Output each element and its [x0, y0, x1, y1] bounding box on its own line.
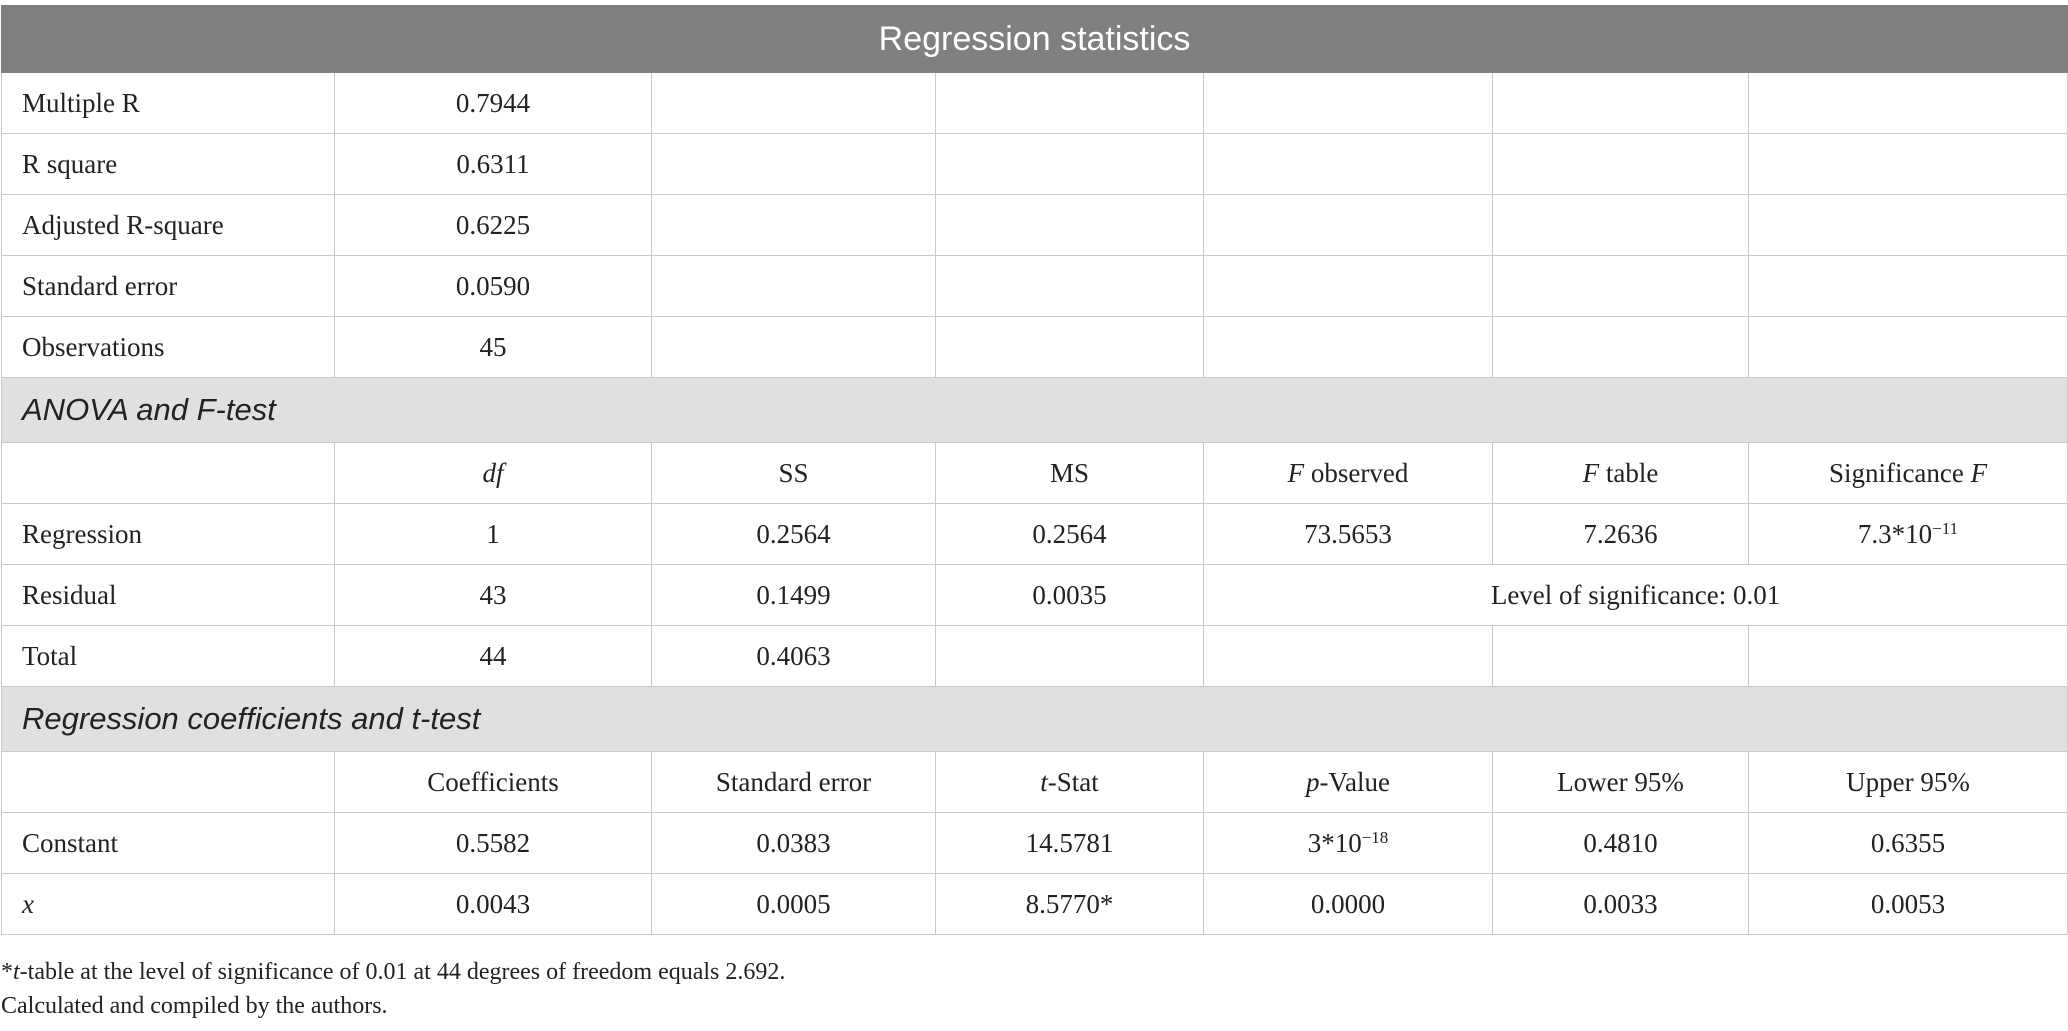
cell-df: 43 — [335, 565, 652, 626]
cell-df: 1 — [335, 504, 652, 565]
header-ms: MS — [936, 443, 1204, 504]
header-p-value: p-Value — [1204, 752, 1493, 813]
anova-row-total — [2, 626, 2068, 687]
header-f-observed: F observed — [1204, 443, 1493, 504]
cell-upper-95: 0.0053 — [1749, 874, 2068, 935]
stat-value: 0.0590 — [335, 256, 652, 317]
cell-t-stat: 8.5770* — [936, 874, 1204, 935]
stats-row-multiple-r — [2, 73, 2068, 134]
cell-ms: 0.0035 — [936, 565, 1204, 626]
cell-ss: 0.2564 — [652, 504, 936, 565]
header-upper-95: Upper 95% — [1749, 752, 2068, 813]
cell-coefficient: 0.5582 — [335, 813, 652, 874]
stats-row-observations — [2, 317, 2068, 378]
anova-section-row — [2, 378, 2068, 443]
table-title-row — [2, 6, 2068, 73]
stat-label: Adjusted R-square — [2, 195, 335, 256]
stat-value: 0.6311 — [335, 134, 652, 195]
cell-f-table: 7.2636 — [1493, 504, 1749, 565]
cell-ss: 0.1499 — [652, 565, 936, 626]
header-coefficients: Coefficients — [335, 752, 652, 813]
coefficients-row-x — [2, 874, 2068, 935]
stat-label: Standard error — [2, 256, 335, 317]
row-label: Total — [2, 626, 335, 687]
anova-row-regression — [2, 504, 2068, 565]
anova-section-title: ANOVA and F-test — [2, 378, 2068, 443]
header-ss: SS — [652, 443, 936, 504]
coefficients-section-title: Regression coefficients and t-test — [2, 687, 2068, 752]
row-label: Residual — [2, 565, 335, 626]
cell-t-stat: 14.5781 — [936, 813, 1204, 874]
coefficients-section-row — [2, 687, 2068, 752]
row-label: Regression — [2, 504, 335, 565]
cell-standard-error: 0.0383 — [652, 813, 936, 874]
stat-value: 45 — [335, 317, 652, 378]
significance-level-note: Level of significance: 0.01 — [1204, 565, 2068, 626]
stats-row-r-square — [2, 134, 2068, 195]
cell-ss: 0.4063 — [652, 626, 936, 687]
coefficients-header-row — [2, 752, 2068, 813]
header-significance-f: Significance F — [1749, 443, 2068, 504]
stat-label: R square — [2, 134, 335, 195]
header-df: df — [335, 443, 652, 504]
stat-value: 0.6225 — [335, 195, 652, 256]
cell-coefficient: 0.0043 — [335, 874, 652, 935]
coefficients-row-constant — [2, 813, 2068, 874]
cell-standard-error: 0.0005 — [652, 874, 936, 935]
cell-p-value: $3*10^{-18}$ — [1204, 813, 1493, 874]
cell-lower-95: 0.0033 — [1493, 874, 1749, 935]
stats-row-adjusted-r-square — [2, 195, 2068, 256]
row-label: Constant — [2, 813, 335, 874]
footnote-t-table: *t-table at the level of significance of 0.01 at 44 degrees of freedom equals 2.692. — [1, 959, 786, 985]
cell-upper-95: 0.6355 — [1749, 813, 2068, 874]
footnote-source: Calculated and compiled by the authors. — [1, 993, 388, 1019]
cell-df: 44 — [335, 626, 652, 687]
cell-significance-f: $7.3*10^{-11}$ — [1749, 504, 2068, 565]
header-lower-95: Lower 95% — [1493, 752, 1749, 813]
table-footnotes — [1, 955, 785, 1023]
stat-value: 0.7944 — [335, 73, 652, 134]
header-standard-error: Standard error — [652, 752, 936, 813]
stat-label: Multiple R — [2, 73, 335, 134]
header-f-table: F table — [1493, 443, 1749, 504]
anova-header-row — [2, 443, 2068, 504]
cell-p-value: 0.0000 — [1204, 874, 1493, 935]
cell-ms: 0.2564 — [936, 504, 1204, 565]
table-title: Regression statistics — [2, 6, 2068, 73]
header-t-stat: t-Stat — [936, 752, 1204, 813]
stats-row-standard-error — [2, 256, 2068, 317]
cell-f-observed: 73.5653 — [1204, 504, 1493, 565]
stat-label: Observations — [2, 317, 335, 378]
cell-lower-95: 0.4810 — [1493, 813, 1749, 874]
anova-row-residual — [2, 565, 2068, 626]
row-label: x — [2, 874, 335, 935]
regression-table — [1, 5, 2068, 935]
